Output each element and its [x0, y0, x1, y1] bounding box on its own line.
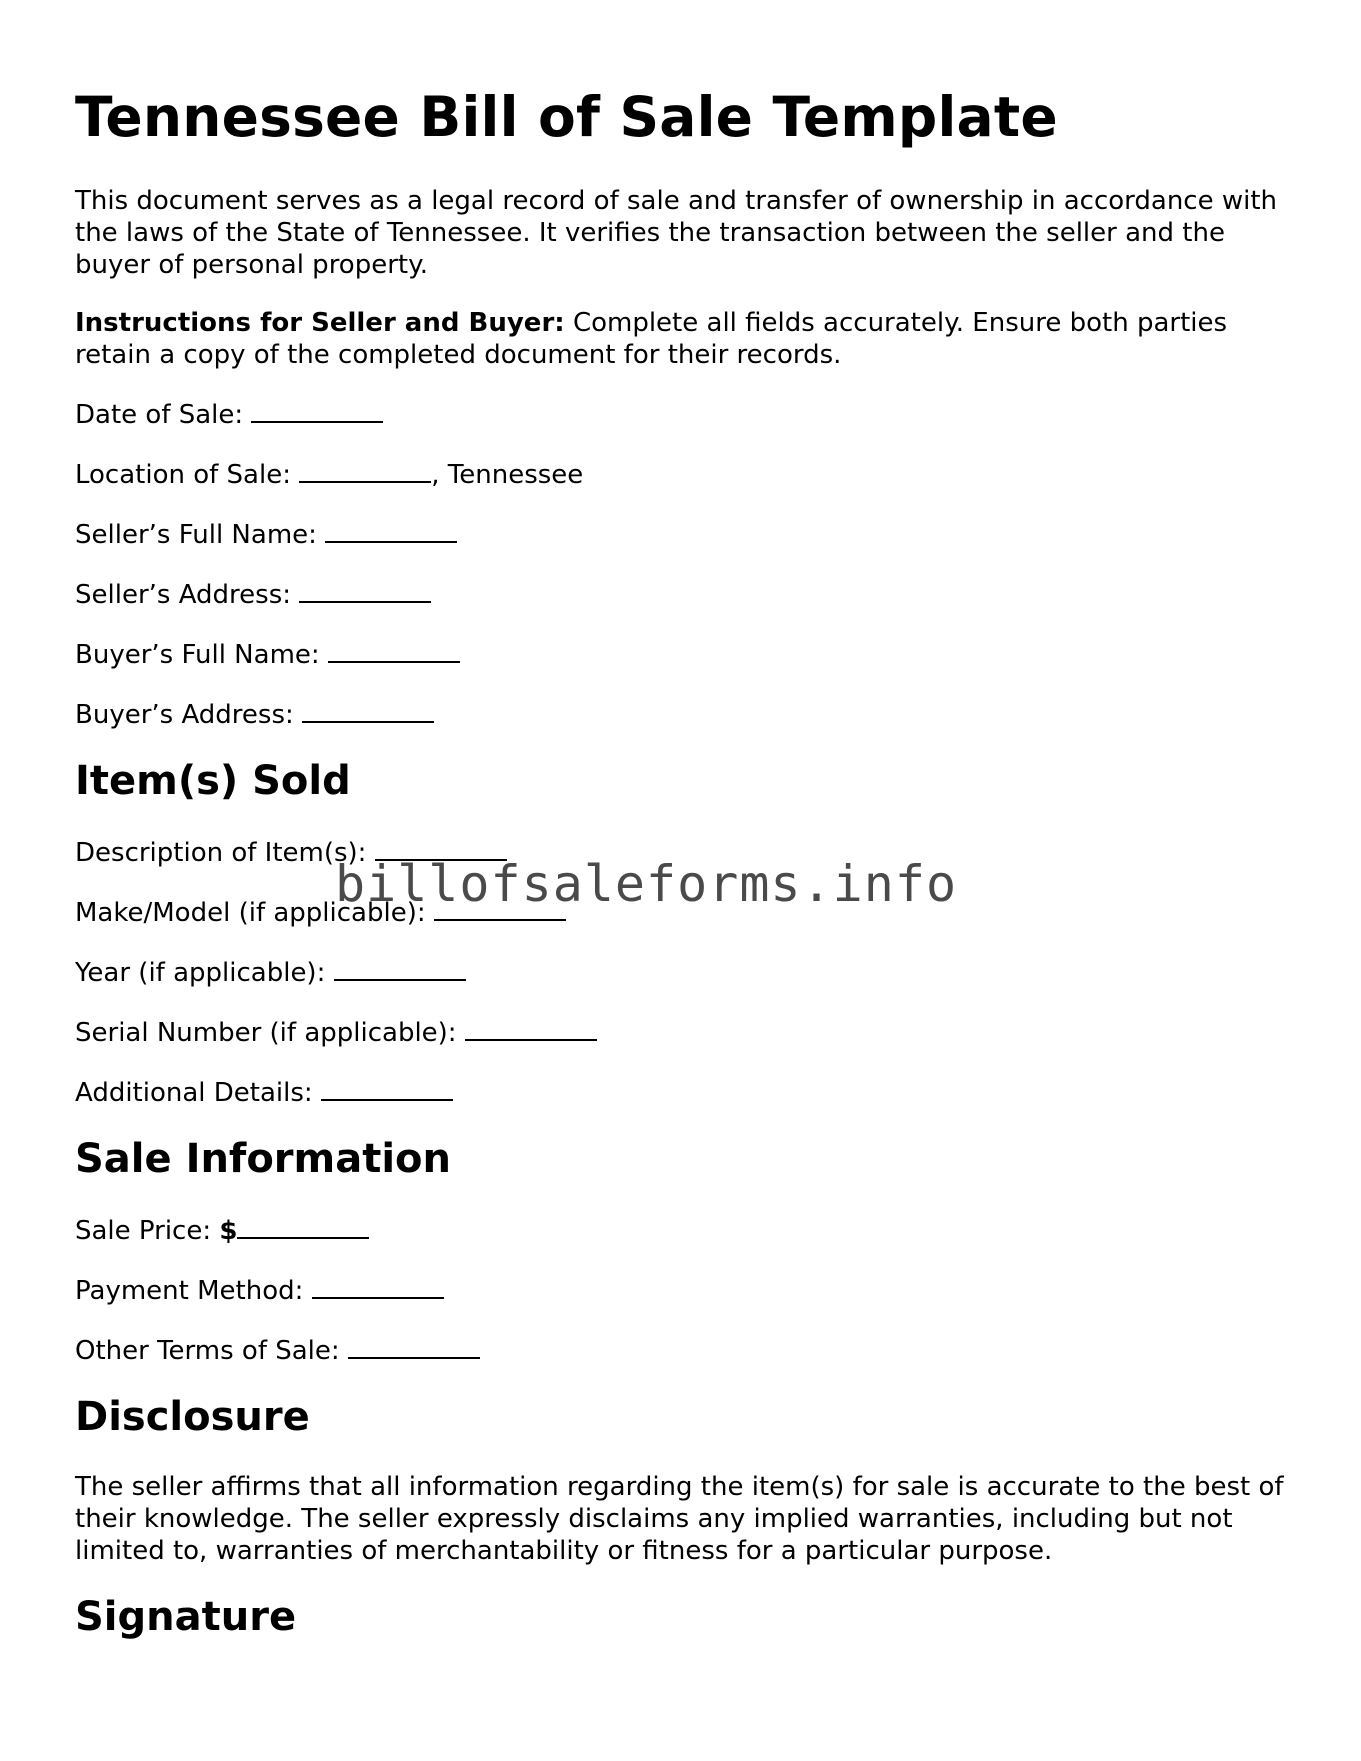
- date-of-sale-label: Date of Sale:: [75, 400, 244, 430]
- year-label: Year (if applicable):: [75, 958, 326, 988]
- seller-name-row: [75, 517, 1295, 551]
- intro-paragraph: This document serves as a legal record of sale and transfer of ownership in accordance with the laws of the State of Tennessee. It verifies the transaction between the seller and the buyer of personal property.: [75, 186, 1278, 280]
- year-blank[interactable]: [334, 955, 466, 981]
- date-of-sale-row: [75, 397, 1295, 431]
- buyer-address-blank[interactable]: [302, 697, 434, 723]
- location-suffix: , Tennessee: [431, 460, 584, 490]
- serial-row: [75, 1015, 1295, 1049]
- date-of-sale-blank[interactable]: [251, 397, 383, 423]
- signature-heading: Signature: [75, 1594, 297, 1640]
- other-terms-blank[interactable]: [348, 1333, 480, 1359]
- payment-method-label: Payment Method:: [75, 1276, 304, 1306]
- make-model-row: [75, 895, 1295, 929]
- seller-address-row: [75, 577, 1295, 611]
- location-of-sale-row: [75, 457, 1295, 491]
- sale-price-label: Sale Price:: [75, 1216, 212, 1246]
- instructions-label: Instructions for Seller and Buyer:: [75, 308, 565, 338]
- make-model-label: Make/Model (if applicable):: [75, 898, 426, 928]
- payment-method-blank[interactable]: [312, 1273, 444, 1299]
- sale-price-blank[interactable]: [237, 1213, 369, 1239]
- items-heading: Item(s) Sold: [75, 758, 351, 804]
- description-label: Description of Item(s):: [75, 838, 367, 868]
- make-model-blank[interactable]: [434, 895, 566, 921]
- seller-address-label: Seller’s Address:: [75, 580, 292, 610]
- seller-name-label: Seller’s Full Name:: [75, 520, 317, 550]
- location-of-sale-blank[interactable]: [299, 457, 431, 483]
- disclosure-heading: Disclosure: [75, 1394, 310, 1440]
- buyer-name-label: Buyer’s Full Name:: [75, 640, 320, 670]
- disclosure-paragraph: The seller affirms that all information regarding the item(s) for sale is accurate to the best of their knowledge. The seller expressly disclaims any implied warranties, including but not limited to, warranties of merchantability or fitness for a particular purpose.: [75, 1472, 1284, 1566]
- watermark: billofsaleforms.info: [335, 855, 958, 913]
- seller-name-blank[interactable]: [325, 517, 457, 543]
- additional-details-label: Additional Details:: [75, 1078, 313, 1108]
- location-of-sale-label: Location of Sale:: [75, 460, 291, 490]
- buyer-address-row: [75, 697, 1295, 731]
- document-page: [75, 85, 1295, 1671]
- other-terms-label: Other Terms of Sale:: [75, 1336, 340, 1366]
- buyer-address-label: Buyer’s Address:: [75, 700, 294, 730]
- currency-symbol: $: [219, 1216, 238, 1246]
- description-blank[interactable]: [375, 835, 507, 861]
- buyer-name-blank[interactable]: [328, 637, 460, 663]
- other-terms-row: [75, 1333, 1295, 1367]
- sale-info-heading: Sale Information: [75, 1136, 451, 1182]
- serial-blank[interactable]: [465, 1015, 597, 1041]
- buyer-name-row: [75, 637, 1295, 671]
- instructions-text: Complete all fields accurately. Ensure both parties retain a copy of the completed document for their records.: [75, 308, 1228, 370]
- seller-address-blank[interactable]: [299, 577, 431, 603]
- page-title: Tennessee Bill of Sale Template: [75, 85, 1058, 149]
- additional-details-blank[interactable]: [321, 1075, 453, 1101]
- sale-price-row: [75, 1213, 1295, 1247]
- additional-details-row: [75, 1075, 1295, 1109]
- serial-label: Serial Number (if applicable):: [75, 1018, 457, 1048]
- payment-method-row: [75, 1273, 1295, 1307]
- instructions-paragraph: [75, 307, 1295, 371]
- description-row: [75, 835, 1295, 869]
- year-row: [75, 955, 1295, 989]
